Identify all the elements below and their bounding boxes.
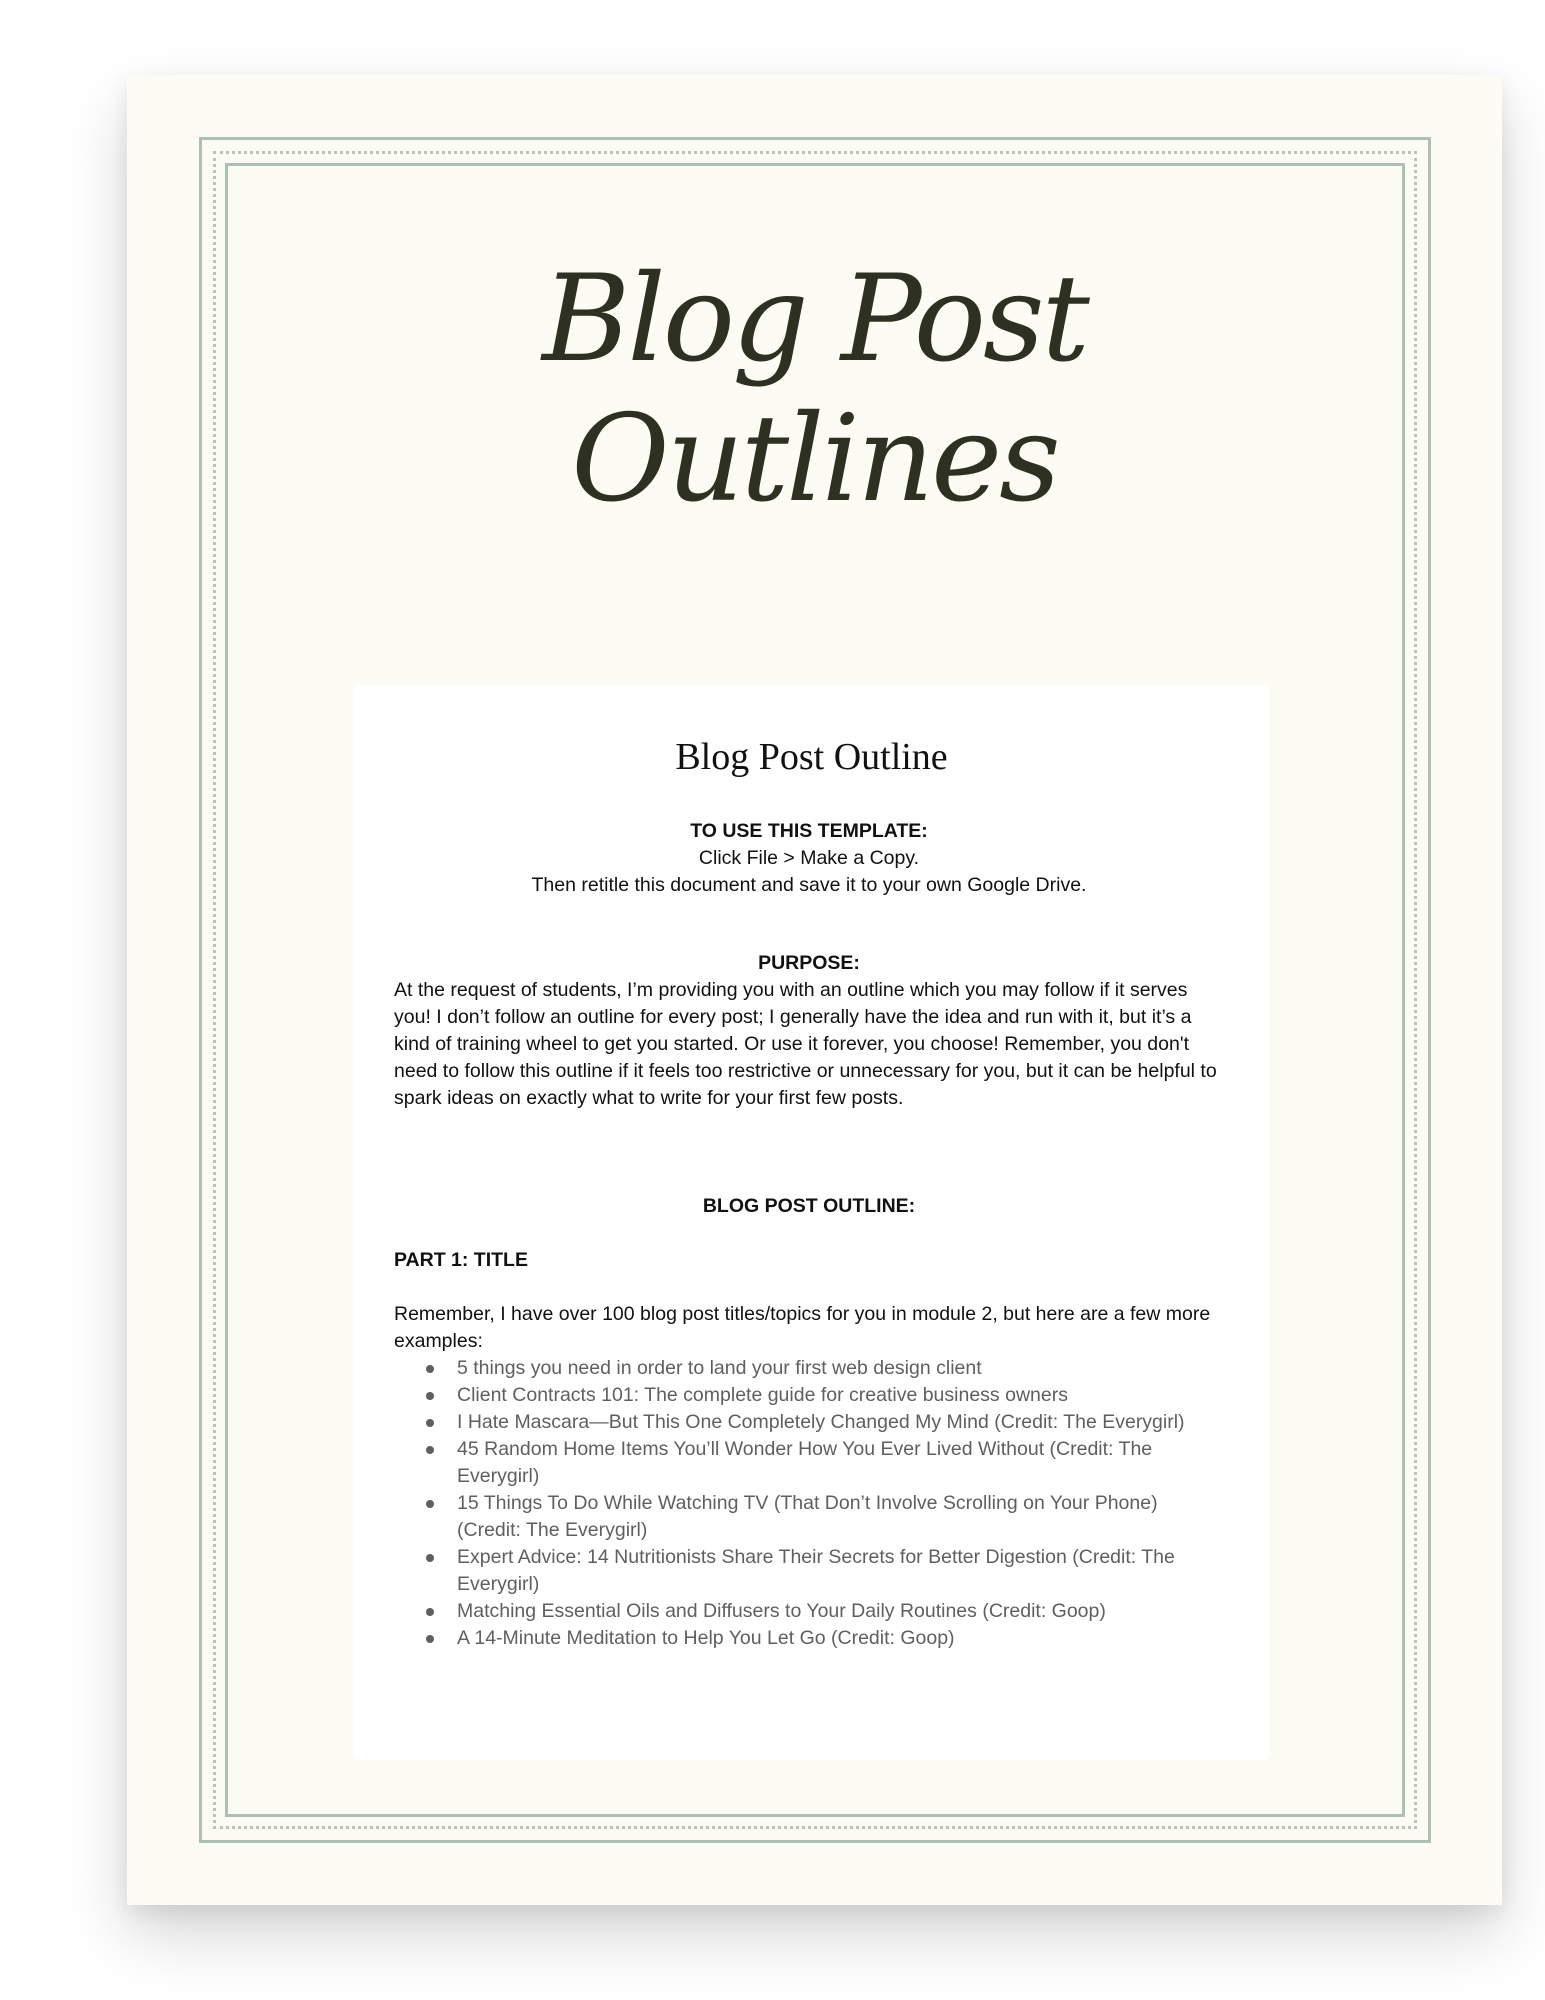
bullet-icon <box>426 1446 434 1454</box>
cover-title-line-1: Blog Post <box>542 250 1087 389</box>
purpose-section <box>394 950 1224 1112</box>
list-item-text: Client Contracts 101: The complete guide for creative business owners <box>457 1384 1068 1406</box>
list-item <box>394 1355 1224 1382</box>
bullet-icon <box>426 1554 434 1562</box>
part-1-heading: PART 1: TITLE <box>394 1249 528 1271</box>
template-heading: TO USE THIS TEMPLATE: <box>690 820 928 842</box>
list-item <box>394 1598 1224 1625</box>
template-line-2: Then retitle this document and save it to your own Google Drive. <box>531 874 1087 896</box>
list-item <box>394 1490 1224 1544</box>
document-title: Blog Post Outline <box>675 736 948 778</box>
template-line-1: Click File > Make a Copy. <box>698 847 920 869</box>
bullet-icon <box>426 1635 434 1643</box>
list-item-text: Expert Advice: 14 Nutritionists Share Their Secrets for Better Digestion (Credit: The Everygirl) <box>457 1546 1175 1595</box>
list-item-text: I Hate Mascara—But This One Completely Changed My Mind (Credit: The Everygirl) <box>457 1411 1185 1433</box>
list-item <box>394 1544 1224 1598</box>
list-item-text: A 14-Minute Meditation to Help You Let Go (Credit: Goop) <box>457 1627 955 1649</box>
bullet-icon <box>426 1365 434 1373</box>
cover-title <box>127 250 1502 530</box>
purpose-text: At the request of students, I’m providing you with an outline which you may follow if it serves you! I don’t follow an outline for every post; I generally have the idea and run with it, but it’s a kind of training wheel to get you started. Or use it forever, you choose! Remember, you don't need to follow this outline if it feels too restrictive or unnecessary for you, but it can be helpful to spark ideas on exactly what to write for your first few posts. <box>394 979 1217 1109</box>
list-item <box>394 1409 1224 1436</box>
purpose-heading: PURPOSE: <box>758 952 860 974</box>
remember-text: Remember, I have over 100 blog post titles/topics for you in module 2, but here are a few more examples: <box>394 1303 1211 1352</box>
bullet-icon <box>426 1392 434 1400</box>
example-titles-list <box>394 1355 1224 1652</box>
cover-title-line-2: Outlines <box>571 390 1058 529</box>
list-item <box>394 1625 1224 1652</box>
list-item <box>394 1436 1224 1490</box>
outline-heading: BLOG POST OUTLINE: <box>702 1195 916 1217</box>
list-item-text: Matching Essential Oils and Diffusers to Your Daily Routines (Credit: Goop) <box>457 1600 1106 1622</box>
document-preview-card <box>354 685 1269 1760</box>
bullet-icon <box>426 1419 434 1427</box>
list-item <box>394 1382 1224 1409</box>
list-item-text: 5 things you need in order to land your first web design client <box>457 1357 982 1379</box>
template-instructions <box>394 818 1224 899</box>
list-item-text: 45 Random Home Items You’ll Wonder How You Ever Lived Without (Credit: The Everygirl) <box>457 1438 1153 1487</box>
bullet-icon <box>426 1608 434 1616</box>
bullet-icon <box>426 1500 434 1508</box>
list-item-text: 15 Things To Do While Watching TV (That Don’t Involve Scrolling on Your Phone) (Credit: The Everygirl) <box>457 1492 1158 1541</box>
paper-page <box>127 75 1502 1905</box>
